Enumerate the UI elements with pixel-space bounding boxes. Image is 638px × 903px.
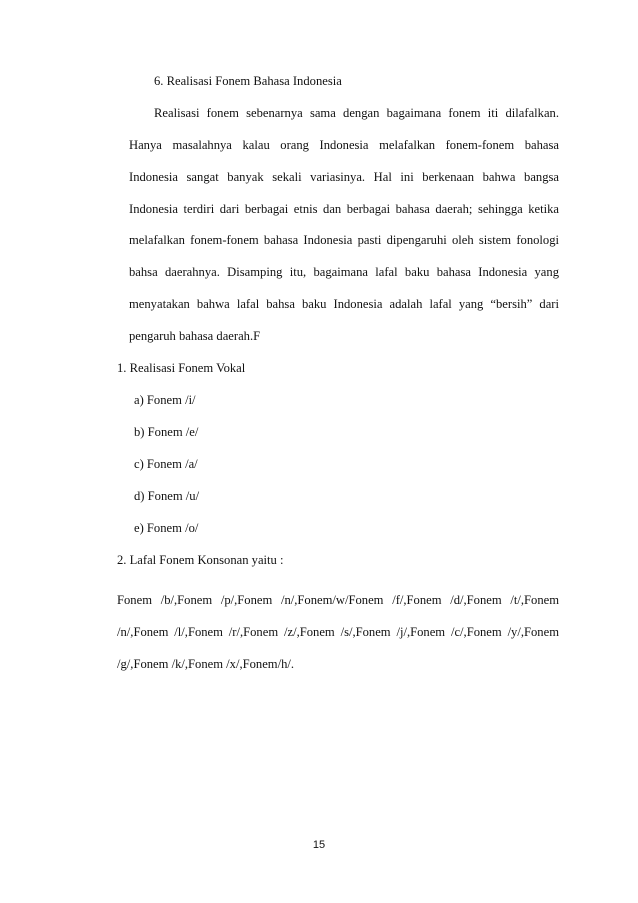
paragraph-line: Indonesia terdiri dari berbagai etnis dan berbagai bahasa daerah; sehingga ketika: [129, 202, 559, 216]
section-heading: 6. Realisasi Fonem Bahasa Indonesia: [154, 74, 342, 88]
list-item: c) Fonem /a/: [134, 457, 198, 471]
consonant-line: Fonem /b/,Fonem /p/,Fonem /n/,Fonem/w/Fonem /f/,Fonem /d/,Fonem /t/,Fonem: [117, 593, 559, 607]
paragraph-line: pengaruh bahasa daerah.F: [129, 329, 261, 343]
paragraph-line: Hanya masalahnya kalau orang Indonesia melafalkan fonem-fonem bahasa: [129, 138, 559, 152]
list-item: b) Fonem /e/: [134, 425, 199, 439]
list-title-vokal: 1. Realisasi Fonem Vokal: [117, 361, 246, 375]
list-item: e) Fonem /o/: [134, 521, 199, 535]
paragraph-line: Realisasi fonem sebenarnya sama dengan bagaimana fonem iti dilafalkan.: [154, 106, 559, 120]
list-title-konsonan: 2. Lafal Fonem Konsonan yaitu :: [117, 553, 284, 567]
paragraph-line: menyatakan bahwa lafal bahsa baku Indonesia adalah lafal yang “bersih” dari: [129, 297, 559, 311]
page-number: 15: [312, 839, 326, 851]
list-item: d) Fonem /u/: [134, 489, 200, 503]
consonant-line: /g/,Fonem /k/,Fonem /x/,Fonem/h/.: [117, 657, 295, 671]
consonant-line: /n/,Fonem /l/,Fonem /r/,Fonem /z/,Fonem /s/,Fonem /j/,Fonem /c/,Fonem /y/,Fonem: [117, 625, 559, 639]
paragraph-line: bahsa daerahnya. Disamping itu, bagaimana lafal baku bahasa Indonesia yang: [129, 265, 559, 279]
paragraph-line: Indonesia sangat banyak sekali variasinya. Hal ini berkenaan bahwa bangsa: [129, 170, 559, 184]
paragraph-line: melafalkan fonem-fonem bahasa Indonesia pasti dipengaruhi oleh sistem fonologi: [129, 233, 559, 247]
list-item: a) Fonem /i/: [134, 393, 196, 407]
